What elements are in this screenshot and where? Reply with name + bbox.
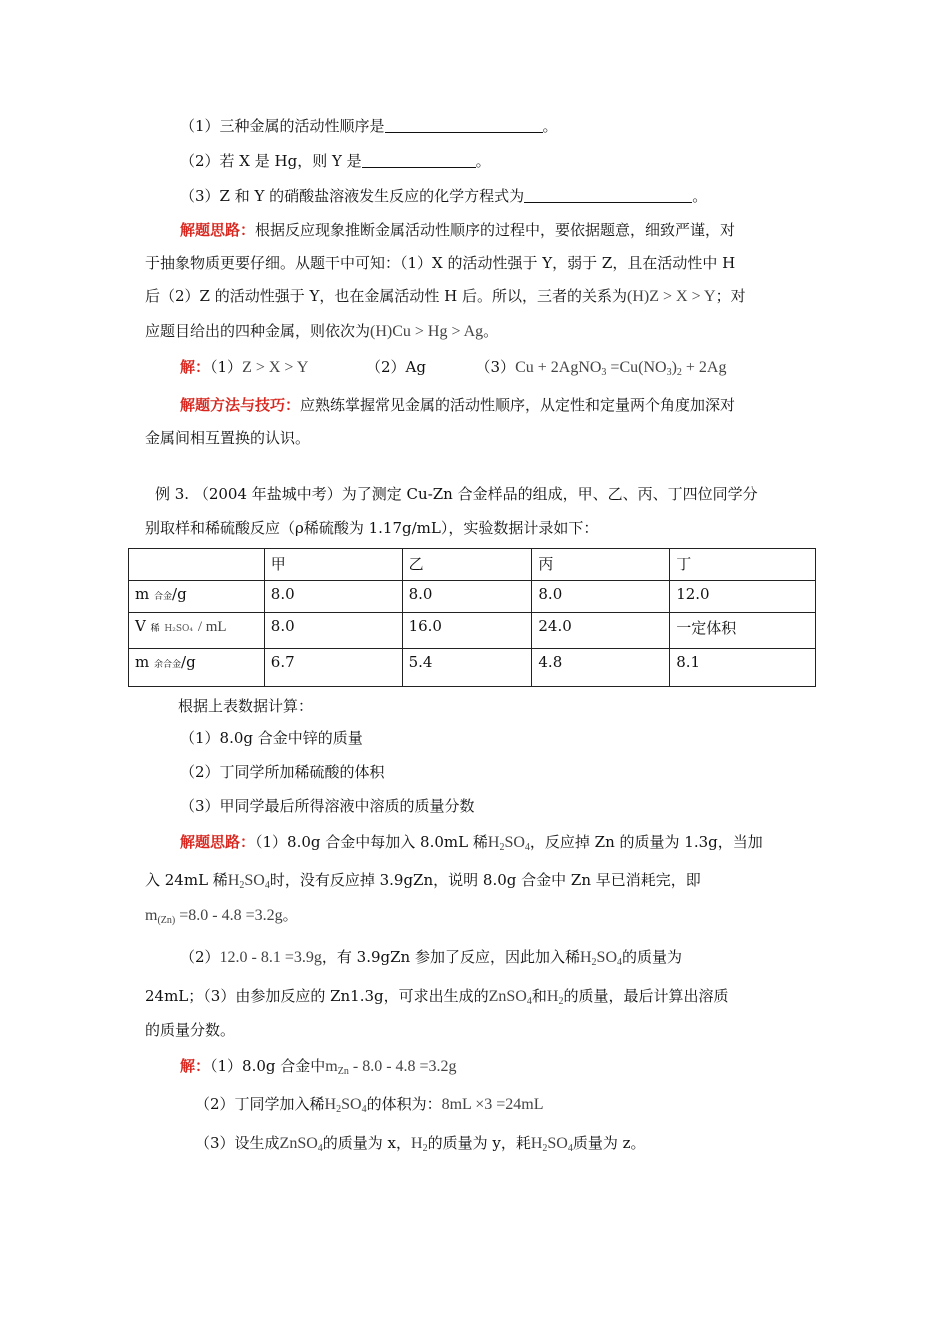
table-cell: 8.0 xyxy=(532,581,670,613)
example-3-line-1 xyxy=(155,484,758,504)
analysis-3-text-1a: （1）8.0g 合金中每加入 8.0mL 稀 xyxy=(255,833,488,851)
formula-mass-zn-solution: $m_{Zn} - 8.0 - 4.8 =3.2g$ xyxy=(325,1058,457,1077)
example-3-text-2: 别取样和稀硫酸反应（ρ稀硫酸为 1.17g/mL），实验数据计录如下： xyxy=(145,519,599,537)
solution-3-text-3a: （3）设生成 xyxy=(195,1134,280,1152)
table-cell: 5.4 xyxy=(402,649,532,687)
table-cell: 8.0 xyxy=(264,581,402,613)
analysis-1-text-3: 后（2）Z 的活动性强于 Y，也在金属活动性 H 后。所以，三者的关系为 xyxy=(145,287,628,305)
formula-order-xyz: (H)Z > X > Y xyxy=(627,288,716,305)
analysis-3-text-2a: 入 24mL 稀 xyxy=(145,871,228,889)
question-1-end: 。 xyxy=(542,117,558,135)
question-2-end: 。 xyxy=(475,152,491,170)
analysis-3-line-1 xyxy=(180,832,763,858)
formula-h2so4: $H_2SO_4$ xyxy=(324,1096,367,1115)
solution-3-line-3 xyxy=(195,1133,646,1159)
solution-3-text-2a: （2）丁同学加入稀 xyxy=(195,1095,325,1113)
analysis-3-line-4 xyxy=(180,947,682,973)
formula-h2: $H_2$ xyxy=(411,1135,428,1154)
solution-3-text-3c: 的质量为 y，耗 xyxy=(427,1134,531,1152)
formula-h2so4: $H_2SO_4$ xyxy=(487,834,530,853)
formula-h2so4: $H_2SO_4$ xyxy=(227,872,270,891)
analysis-3-line-5 xyxy=(145,986,728,1012)
formula-h2so4: $H_2SO_4$ xyxy=(530,1135,573,1154)
solution-1-part-1: （1） xyxy=(210,358,243,376)
analysis-3-text-5c: 的质量，最后计算出溶质 xyxy=(563,987,729,1005)
question-3-text: （3）Z 和 Y 的硝酸盐溶液发生反应的化学方程式为 xyxy=(180,187,525,205)
method-1-line-2 xyxy=(145,428,310,448)
analysis-3-text-4b: ，有 3.9gZn 参加了反应，因此加入稀 xyxy=(321,948,580,966)
table-header-cell xyxy=(129,549,265,581)
analysis-3-text-5a: 24mL；（3）由参加反应的 Zn1.3g，可求出生成的 xyxy=(145,987,489,1005)
analysis-3-text-2b: 时，没有反应掉 3.9gZn，说明 8.0g 合金中 Zn 早已消耗完，即 xyxy=(269,871,701,889)
table-header-cell: 丁 xyxy=(670,549,816,581)
table-cell: 8.0 xyxy=(402,581,532,613)
table-cell: 12.0 xyxy=(670,581,816,613)
table-header-cell: 甲 xyxy=(264,549,402,581)
table-row xyxy=(129,613,816,649)
formula-reacted-zn: 12.0 - 8.1 =3.9g xyxy=(219,949,322,966)
task-3: （3）甲同学最后所得溶液中溶质的质量分数 xyxy=(180,797,475,815)
analysis-1-line-4 xyxy=(145,321,498,342)
formula-volume: 8mL ×3 =24mL xyxy=(441,1096,544,1113)
analysis-3-line-2 xyxy=(145,870,701,896)
analysis-1-line-1 xyxy=(180,220,735,240)
example-3-text-1: 例 3. （2004 年盐城中考）为了测定 Cu-Zn 合金样品的组成，甲、乙、丙、丁四位同学分 xyxy=(155,485,758,503)
analysis-3-text-3-end: 。 xyxy=(282,906,298,924)
formula-znso4: ZnSO$_4$ xyxy=(488,988,532,1007)
analysis-1-line-3 xyxy=(145,286,746,307)
solution-1-part-3: （3） xyxy=(475,358,516,376)
row-label-mass-alloy: m 合金/g xyxy=(129,581,265,613)
formula-h2so4: $H_2SO_4$ xyxy=(579,949,622,968)
method-1-text-1: 应熟练掌握常见金属的活动性顺序，从定性和定量两个角度加深对 xyxy=(300,396,736,414)
formula-order-metals: (H)Cu > Hg > Ag xyxy=(370,323,484,340)
formula-answer-1: Z > X > Y xyxy=(242,359,309,376)
question-3-end: 。 xyxy=(692,187,708,205)
analysis-1-text-1: 根据反应现象推断金属活动性顺序的过程中，要依据题意，细致严谨，对 xyxy=(255,221,736,239)
analysis-1-text-4b: 。 xyxy=(483,322,499,340)
analysis-label: 解题思路： xyxy=(180,221,256,239)
solution-label: 解： xyxy=(180,358,211,376)
table-header-cell: 乙 xyxy=(402,549,532,581)
tasks-intro: 根据上表数据计算： xyxy=(178,697,314,715)
table-cell: 8.1 xyxy=(670,649,816,687)
question-2-text: （2）若 X 是 Hg，则 Y 是 xyxy=(180,152,362,170)
table-cell: 16.0 xyxy=(402,613,532,649)
answer-blank-1[interactable] xyxy=(385,117,543,133)
analysis-1-text-3b: ；对 xyxy=(715,287,746,305)
analysis-3-text-1b: ，反应掉 Zn 的质量为 1.3g，当加 xyxy=(529,833,763,851)
row-label-volume-acid: V 稀 H₂SO₄ / mL xyxy=(129,613,265,649)
question-2 xyxy=(180,151,491,171)
table-cell: 6.7 xyxy=(264,649,402,687)
solution-3-text-1a: （1）8.0g 合金中 xyxy=(210,1057,326,1075)
analysis-label: 解题思路： xyxy=(180,833,256,851)
table-row xyxy=(129,649,816,687)
analysis-3-line-3 xyxy=(145,905,298,931)
task-2: （2）丁同学所加稀硫酸的体积 xyxy=(180,763,385,781)
analysis-3-text-5b: 和 xyxy=(531,987,547,1005)
question-1 xyxy=(180,116,558,136)
analysis-3-text-4a: （2） xyxy=(180,948,220,966)
solution-3-line-1 xyxy=(180,1056,457,1082)
formula-znso4: ZnSO$_4$ xyxy=(279,1135,323,1154)
table-header-cell: 丙 xyxy=(532,549,670,581)
task-1: （1）8.0g 合金中锌的质量 xyxy=(180,729,363,747)
analysis-1-line-2 xyxy=(145,253,735,273)
experiment-data-table xyxy=(128,548,816,687)
method-1-line-1 xyxy=(180,395,735,415)
analysis-3-line-6: 的质量分数。 xyxy=(145,1021,236,1039)
solution-3-text-3d: 质量为 z。 xyxy=(572,1134,646,1152)
table-cell: 4.8 xyxy=(532,649,670,687)
example-3-line-2 xyxy=(145,518,598,538)
formula-mass-zn: $m_{(Zn)} =8.0 - 4.8 =3.2g$ xyxy=(145,907,283,926)
method-label: 解题方法与技巧： xyxy=(180,396,301,414)
table-row xyxy=(129,581,816,613)
solution-label: 解： xyxy=(180,1057,211,1075)
formula-h2: $H_2$ xyxy=(546,988,564,1007)
row-label-mass-remaining: m 余合金/g xyxy=(129,649,265,687)
question-1-text: （1）三种金属的活动性顺序是 xyxy=(180,117,385,135)
solution-3-text-3b: 的质量为 x， xyxy=(322,1134,412,1152)
solution-1 xyxy=(180,357,726,383)
solution-3-line-2 xyxy=(195,1094,543,1120)
answer-blank-2[interactable] xyxy=(362,152,476,168)
analysis-1-text-2: 于抽象物质更要仔细。从题干中可知：（1）X 的活动性强于 Y，弱于 Z，且在活动性中 H xyxy=(145,254,736,272)
analysis-1-text-4: 应题目给出的四种金属，则依次为 xyxy=(145,322,371,340)
equation-cu-agno3: Cu + 2AgNO$_3$ $=Cu(NO_3)_2 + 2Ag$ xyxy=(515,359,727,378)
solution-1-part-2: （2）Ag xyxy=(365,358,426,376)
solution-3-text-2b: 的体积为： xyxy=(366,1095,442,1113)
table-header-row xyxy=(129,549,816,581)
method-1-text-2: 金属间相互置换的认识。 xyxy=(145,429,311,447)
table-cell: 一定体积 xyxy=(670,613,816,649)
table-cell: 24.0 xyxy=(532,613,670,649)
answer-blank-3[interactable] xyxy=(524,187,692,203)
analysis-3-text-4c: 的质量为 xyxy=(622,948,683,966)
question-3 xyxy=(180,186,707,206)
table-cell: 8.0 xyxy=(264,613,402,649)
